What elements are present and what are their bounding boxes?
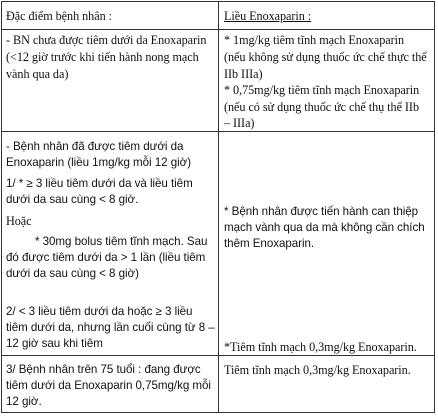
row2-right-line: * Bệnh nhân được tiến hành can thiệp xyxy=(224,205,419,218)
row1-left-line: (<12 giờ trước khi tiến hành nong mạch xyxy=(6,50,199,64)
row1-right-a-line: (nếu không sử dụng thuốc ức chế thực thể xyxy=(224,50,427,64)
row2-right-line: mạch vành qua da mà không cần chích xyxy=(224,221,425,234)
row1-left-line: - BN chưa được tiêm dưới da Enoxaparin xyxy=(6,33,207,47)
row2-case1b-line: dưới da sau cùng < 8 giờ) xyxy=(6,267,139,280)
row2-intro-line: Enoxaparin (liều 1mg/kg mỗi 12 giờ) xyxy=(6,156,192,169)
row2-right-line: thêm Enoxaparin. xyxy=(224,237,315,250)
row1-left-line: vành qua da) xyxy=(6,67,69,81)
row2-case2-line: tiêm dưới da, nhưng lần cuối cùng từ 8 – xyxy=(6,321,215,334)
row2-case2-line: 12 giờ sau khi tiêm xyxy=(6,337,103,350)
row2-case1b-line: đó được tiêm dưới da > 1 lần (liều tiêm xyxy=(6,251,206,264)
row3-left-line: tiêm dưới da Enoxaparin 0,75mg/kg mỗi xyxy=(6,379,211,392)
row-divider xyxy=(2,29,434,30)
row3-right: Tiêm tĩnh mạch 0,3mg/kg Enoxaparin. xyxy=(224,363,411,377)
row3-left-line: 3/ Bệnh nhân trên 75 tuổi : đang được xyxy=(6,363,201,376)
row2-intro-line: - Bệnh nhân đã được tiêm dưới da xyxy=(6,140,184,153)
row2-case1-line: 1/ * ≥ 3 liều tiêm dưới da và liều tiêm xyxy=(6,177,193,190)
row-divider xyxy=(2,131,434,132)
row2-case1b-line: * 30mg bolus tiêm tĩnh mạch. Sau xyxy=(35,235,208,248)
row1-right-a-line: IIb IIIa) xyxy=(224,67,263,81)
column-divider xyxy=(218,2,219,412)
row2-right-bottom: *Tiêm tĩnh mạch 0,3mg/kg Enoxaparin. xyxy=(224,340,417,354)
header-enoxaparin-dose: Liều Enoxaparin : xyxy=(224,9,312,23)
row2-or-label: Hoặc xyxy=(6,214,32,228)
row1-right-b-line: * 0,75mg/kg tiêm tĩnh mạch Enoxaparin xyxy=(224,83,420,97)
row2-case2-line: 2/ < 3 liều tiêm dưới da hoặc ≥ 3 liều xyxy=(6,305,193,318)
header-patient-characteristics: Đặc điểm bệnh nhân : xyxy=(6,9,112,23)
row1-right-b-line: (nếu có sử dụng thuốc ức chế thụ thể IIb xyxy=(224,100,419,114)
row3-left-line: 12 giờ. xyxy=(6,395,42,408)
row1-right-a-line: * 1mg/kg tiêm tĩnh mạch Enoxaparin xyxy=(224,33,405,47)
row1-right-b-line: – IIIa) xyxy=(224,116,255,130)
row2-case1-line: dưới da sau cùng < 8 giờ. xyxy=(6,193,139,206)
